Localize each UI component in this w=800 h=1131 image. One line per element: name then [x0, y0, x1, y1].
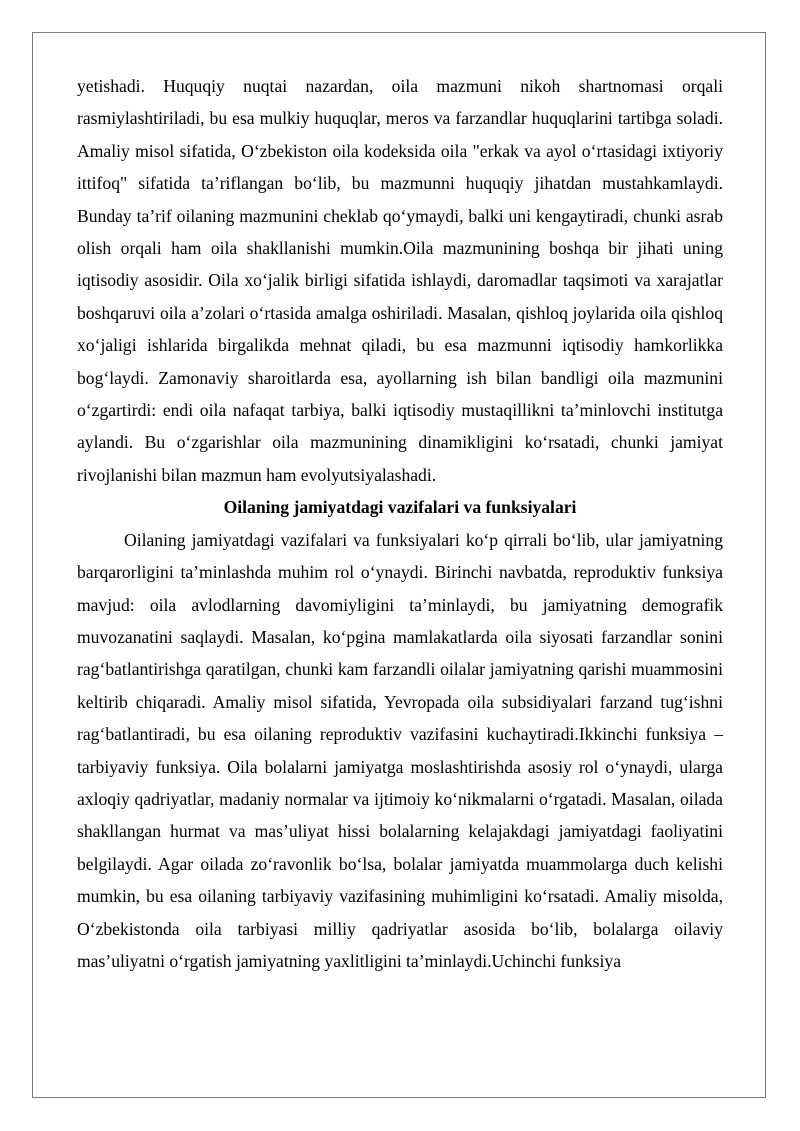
body-paragraph: yetishadi. Huquqiy nuqtai nazardan, oila mazmuni nikoh shartnomasi orqali rasmiylashtiriladi, bu esa mulkiy huquqlar, meros va farzandlar huquqlarini tartibga soladi. Amaliy misol sifatida, O‘zbekiston oila kodeksida oila "erkak va ayol o‘rtasidagi ixtiyoriy ittifoq" sifatida ta’riflangan bo‘lib, bu mazmunni huquqiy jihatdan mustahkamlaydi. Bunday ta’rif oilaning mazmunini cheklab qo‘ymaydi, balki uni kengaytiradi, chunki asrab olish orqali ham oila shakllanishi mumkin.Oila mazmunining boshqa bir jihati uning iqtisodiy asosidir. Oila xo‘jalik birligi sifatida ishlaydi, daromadlar taqsimoti va xarajatlar boshqaruvi oila a’zolari o‘rtasida amalga oshiriladi. Masalan, qishloq joylarida oila qishloq xo‘jaligi ishlarida birgalikda mehnat qiladi, bu esa mazmunni iqtisodiy hamkorlikka bog‘laydi. Zamonaviy sharoitlarda esa, ayollarning ish bilan bandligi oila mazmunini o‘zgartirdi: endi oila nafaqat tarbiya, balki iqtisodiy mustaqillikni ta’minlovchi institutga aylandi. Bu o‘zgarishlar oila mazmunining dinamikligini ko‘rsatadi, chunki jamiyat rivojlanishi bilan mazmun ham evolyutsiyalashadi. — [77, 76, 723, 485]
document-body — [77, 70, 723, 977]
body-paragraph: Oilaning jamiyatdagi vazifalari va funksiyalari ko‘p qirrali bo‘lib, ular jamiyatning barqarorligini ta’minlashda muhim rol o‘ynaydi. Birinchi navbatda, reproduktiv funksiya mavjud: oila avlodlarning davomiyligini ta’minlaydi, bu jamiyatning demografik muvozanatini saqlaydi. Masalan, ko‘pgina mamlakatlarda oila siyosati farzandlar sonini rag‘batlantirishga qaratilgan, chunki kam farzandli oilalar jamiyatning qarishi muammosini keltirib chiqaradi. Amaliy misol sifatida, Yevropada oila subsidiyalari farzand tug‘ishni rag‘batlantiradi, bu esa oilaning reproduktiv vazifasini kuchaytiradi.Ikkinchi funksiya – tarbiyaviy funksiya. Oila bolalarni jamiyatga moslashtirishda asosiy rol o‘ynaydi, ularga axloqiy qadriyatlar, madaniy normalar va ijtimoiy ko‘nikmalarni o‘rgatadi. Masalan, oilada shakllangan hurmat va mas’uliyat hissi bolalarning kelajakdagi jamiyatdagi faoliyatini belgilaydi. Agar oilada zo‘ravonlik bo‘lsa, bolalar jamiyatda muammolarga duch kelishi mumkin, bu esa oilaning tarbiyaviy vazifasining muhimligini ko‘rsatadi. Amaliy misolda, O‘zbekistonda oila tarbiyasi milliy qadriyatlar asosida bo‘lib, bolalarga oilaviy mas’uliyatni o‘rgatish jamiyatning yaxlitligini ta’minlaydi.Uchinchi funksiya — [77, 529, 723, 971]
section-heading: Oilaning jamiyatdagi vazifalari va funksiyalari — [223, 497, 577, 518]
